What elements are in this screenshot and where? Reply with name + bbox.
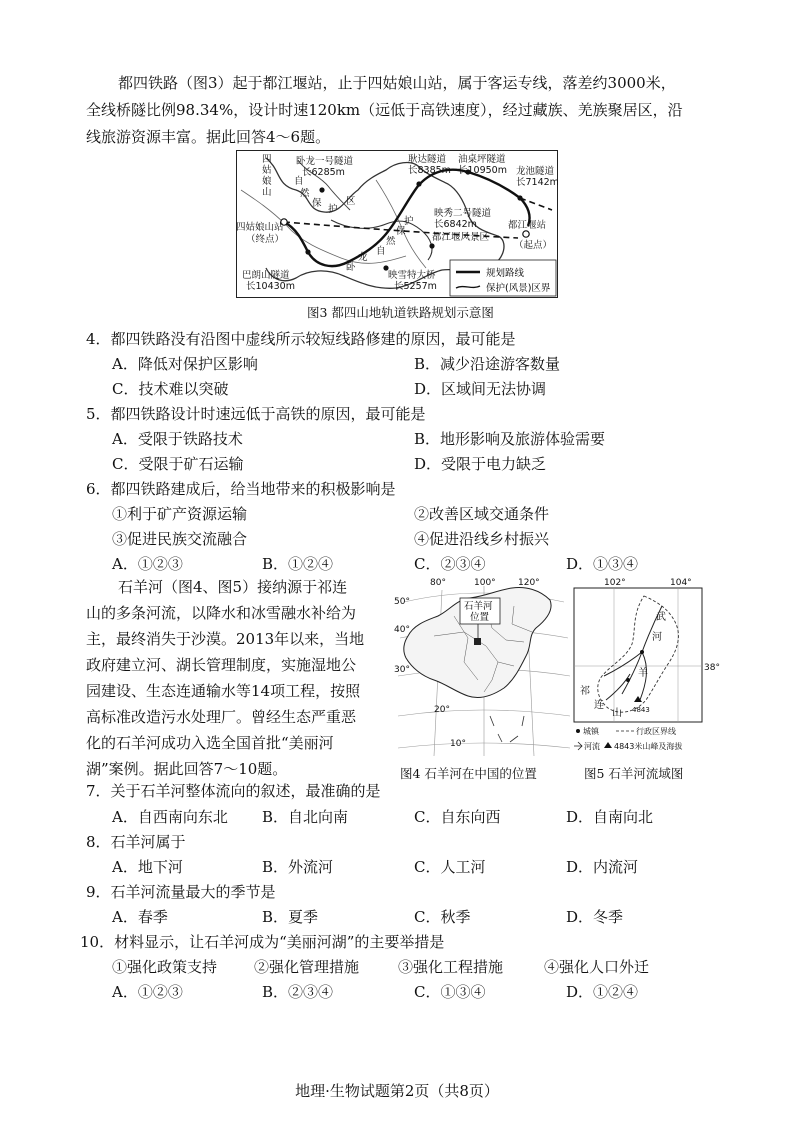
fig3-balang: 巴朗山隧道	[242, 270, 290, 281]
fig3-bh-b2: 然	[386, 236, 396, 247]
figure-5-svg	[572, 576, 722, 758]
intro1-line-3: 线旅游资源丰富。据此回答4～6题。	[86, 128, 331, 146]
q8-option-d[interactable]: D．内流河	[566, 858, 639, 876]
q6-stem: 6．都四铁路建成后，给当地带来的积极影响是	[86, 480, 396, 498]
q10-statement-1: ①强化政策支持	[112, 958, 218, 976]
page-footer: 地理·生物试题第2页（共8页）	[295, 1082, 499, 1100]
fig3-djy-station: 都江堰站	[508, 220, 547, 231]
figure-4-map	[394, 576, 570, 764]
fig5-legend-town: 城镇	[583, 727, 599, 736]
intro1-line-2: 全线桥隧比例98.34%，设计时速120km（远低于高铁速度），经过藏族、羌族聚居区，沿	[86, 101, 683, 119]
q10-option-b[interactable]: B．②③④	[262, 983, 334, 1001]
fig3-zrbh-3: 保	[312, 198, 322, 209]
fig3-longchi-len: 长7142m	[516, 177, 558, 188]
fig4-box-label-1: 石羊河	[464, 601, 493, 612]
fig5-lat-38: 38°	[704, 663, 720, 673]
fig3-yingxiu2-len: 长6842m	[434, 219, 477, 230]
fig3-yingxiu-bridge-len: 长5257m	[394, 281, 437, 292]
fig3-sgns-4: 山	[262, 187, 272, 198]
fig5-legend-peak: 4843米山峰及海拔	[614, 742, 683, 751]
fig5-peak-label: 4843	[632, 706, 650, 714]
intro1-line-1: 都四铁路（图3）起于都江堰站，止于四姑娘山站，属于客运专线，落差约3000米，	[118, 74, 676, 92]
q9-stem: 9．石羊河流量最大的季节是	[86, 883, 276, 901]
fig4-lat-30: 30°	[394, 665, 410, 675]
fig3-wolong1: 卧龙一号隧道	[296, 156, 354, 167]
intro2-line-8: 湖”案例。据此回答7～10题。	[86, 760, 288, 778]
q6-option-c[interactable]: C．②③④	[414, 555, 486, 573]
fig4-lat-20: 20°	[434, 705, 450, 715]
q8-option-b[interactable]: B．外流河	[262, 858, 334, 876]
q6-statement-4: ④促进沿线乡村振兴	[414, 530, 550, 548]
q7-option-c[interactable]: C．自东向西	[414, 808, 501, 826]
q4-stem: 4．都四铁路没有沿图中虚线所示较短线路修建的原因，最可能是	[86, 330, 516, 348]
fig3-bh-b3: 保	[396, 226, 406, 237]
fig4-lon-100: 100°	[474, 578, 496, 588]
fig4-box-label-2: 位置	[470, 612, 490, 623]
fig3-youzhu: 油桌坪隧道	[458, 154, 506, 165]
q10-statement-2: ②强化管理措施	[254, 958, 360, 976]
fig5-caption: 图5 石羊河流域图	[584, 766, 684, 781]
fig4-lon-80: 80°	[430, 578, 446, 588]
q6-statement-1: ①利于矿产资源运输	[112, 505, 248, 523]
fig3-balang-len: 长10430m	[246, 281, 295, 292]
q5-option-c[interactable]: C．受限于矿石运输	[112, 455, 244, 473]
fig5-wu: 武	[656, 612, 666, 623]
q8-stem: 8．石羊河属于	[86, 833, 186, 851]
figure-3-map	[236, 150, 558, 302]
fig4-caption: 图4 石羊河在中国的位置	[400, 766, 537, 781]
q10-option-c[interactable]: C．①③④	[414, 983, 486, 1001]
q4-option-b[interactable]: B．减少沿途游客数量	[414, 355, 561, 373]
fig5-river-char: 河	[652, 632, 662, 643]
q6-option-d[interactable]: D．①③④	[566, 555, 639, 573]
q5-option-a[interactable]: A．受限于铁路技术	[112, 430, 243, 448]
q6-statement-3: ③促进民族交流融合	[112, 530, 248, 548]
fig3-wolong-b1: 卧	[346, 262, 356, 273]
fig5-legend-river: 河流	[584, 742, 600, 751]
fig4-lat-40: 40°	[394, 625, 410, 635]
intro2-line-1: 石羊河（图4、图5）接纳源于祁连	[118, 578, 348, 596]
fig3-bh-b1: 自	[376, 246, 386, 257]
figure-5-map	[572, 576, 722, 762]
intro2-line-5: 园建设、生态连通输水等14项工程，按照	[86, 682, 361, 700]
fig3-origin: （起点）	[514, 240, 553, 251]
q9-option-c[interactable]: C．秋季	[414, 908, 471, 926]
q4-option-a[interactable]: A．降低对保护区影响	[112, 355, 258, 373]
q5-option-d[interactable]: D．受限于电力缺乏	[414, 455, 547, 473]
q7-option-b[interactable]: B．自北向南	[262, 808, 349, 826]
fig5-qi: 祁	[580, 686, 590, 697]
fig5-legend	[574, 726, 682, 751]
fig3-wolong1-len: 长6285m	[302, 167, 345, 178]
fig5-yang: 羊	[638, 668, 648, 679]
fig3-legend	[450, 260, 556, 296]
q7-stem: 7．关于石羊河整体流向的叙述，最准确的是	[86, 782, 381, 800]
q10-option-d[interactable]: D．①②④	[566, 983, 639, 1001]
fig3-zrbh-1: 自	[294, 176, 304, 187]
fig3-zrbh-5: 区	[346, 196, 356, 207]
fig3-yingxiu-bridge: 映雪特大桥	[388, 270, 436, 281]
fig3-zrbh-4: 护	[328, 204, 338, 215]
fig5-lon-104: 104°	[670, 578, 692, 588]
q4-option-d[interactable]: D．区域间无法协调	[414, 380, 547, 398]
fig3-zrbh-2: 然	[300, 188, 310, 199]
intro2-line-6: 高标准改造污水处理厂。曾经生态严重恶	[86, 708, 357, 726]
q10-option-a[interactable]: A．①②③	[112, 983, 183, 1001]
fig3-yingxiu2: 映秀二号隧道	[434, 208, 492, 219]
q5-stem: 5．都四铁路设计时速远低于高铁的原因，最可能是	[86, 405, 426, 423]
fig3-sgns-3: 娘	[262, 176, 272, 187]
fig3-youzhu-len: 长10950m	[458, 165, 507, 176]
fig3-wolong-b2: 龙	[358, 252, 368, 263]
fig5-lon-102: 102°	[604, 578, 626, 588]
q8-option-a[interactable]: A．地下河	[112, 858, 183, 876]
q10-stem: 10．材料显示，让石羊河成为“美丽河湖”的主要举措是	[80, 933, 445, 951]
q9-option-d[interactable]: D．冬季	[566, 908, 624, 926]
fig3-djy-scenic: 都江堰风景区	[432, 232, 490, 243]
fig3-longchi: 龙池隧道	[516, 166, 555, 177]
q6-option-a[interactable]: A．①②③	[112, 555, 183, 573]
fig4-lon-120: 120°	[518, 578, 540, 588]
fig3-terminal: （终点）	[246, 234, 285, 245]
figure-3-svg	[236, 150, 558, 298]
fig5-legend-border: 行政区界线	[636, 727, 676, 736]
fig3-sgns-1: 四	[262, 154, 272, 165]
fig3-sgns-2: 姑	[262, 165, 272, 176]
fig3-bh-b4: 护	[404, 216, 414, 227]
fig3-legend-planned: 规划路线	[486, 268, 525, 279]
fig3-tianda: 耿达隧道	[408, 154, 447, 165]
fig3-sgns-station: 四姑娘山站	[236, 222, 284, 233]
q5-option-b[interactable]: B．地形影响及旅游体验需要	[414, 430, 606, 448]
q4-option-c[interactable]: C．技术难以突破	[112, 380, 229, 398]
q6-option-b[interactable]: B．①②④	[262, 555, 334, 573]
intro2-line-7: 化的石羊河成功入选全国首批“美丽河	[86, 734, 334, 752]
q6-statement-2: ②改善区域交通条件	[414, 505, 550, 523]
fig3-caption: 图3 都四山地轨道铁路规划示意图	[307, 305, 494, 320]
fig3-tianda-len: 长8385m	[408, 165, 451, 176]
q7-option-d[interactable]: D．自南向北	[566, 808, 654, 826]
fig4-lat-10: 10°	[450, 739, 466, 749]
figure-4-svg	[394, 576, 570, 760]
fig5-shan: 山	[612, 708, 622, 719]
q8-option-c[interactable]: C．人工河	[414, 858, 486, 876]
q10-statement-3: ③强化工程措施	[398, 958, 504, 976]
q9-option-a[interactable]: A．春季	[112, 908, 168, 926]
q7-option-a[interactable]: A．自西南向东北	[112, 808, 228, 826]
fig5-lian: 连	[594, 700, 604, 711]
intro2-line-3: 主，最终消失于沙漠。2013年以来，当地	[86, 630, 365, 648]
q10-statement-4: ④强化人口外迁	[544, 958, 650, 976]
q9-option-b[interactable]: B．夏季	[262, 908, 319, 926]
fig4-lat-50: 50°	[394, 597, 410, 607]
intro2-line-2: 山的多条河流，以降水和冰雪融水补给为	[86, 604, 357, 622]
intro2-line-4: 政府建立河、湖长管理制度，实施湿地公	[86, 656, 357, 674]
fig3-legend-protect: 保护(风景)区界	[486, 283, 551, 294]
